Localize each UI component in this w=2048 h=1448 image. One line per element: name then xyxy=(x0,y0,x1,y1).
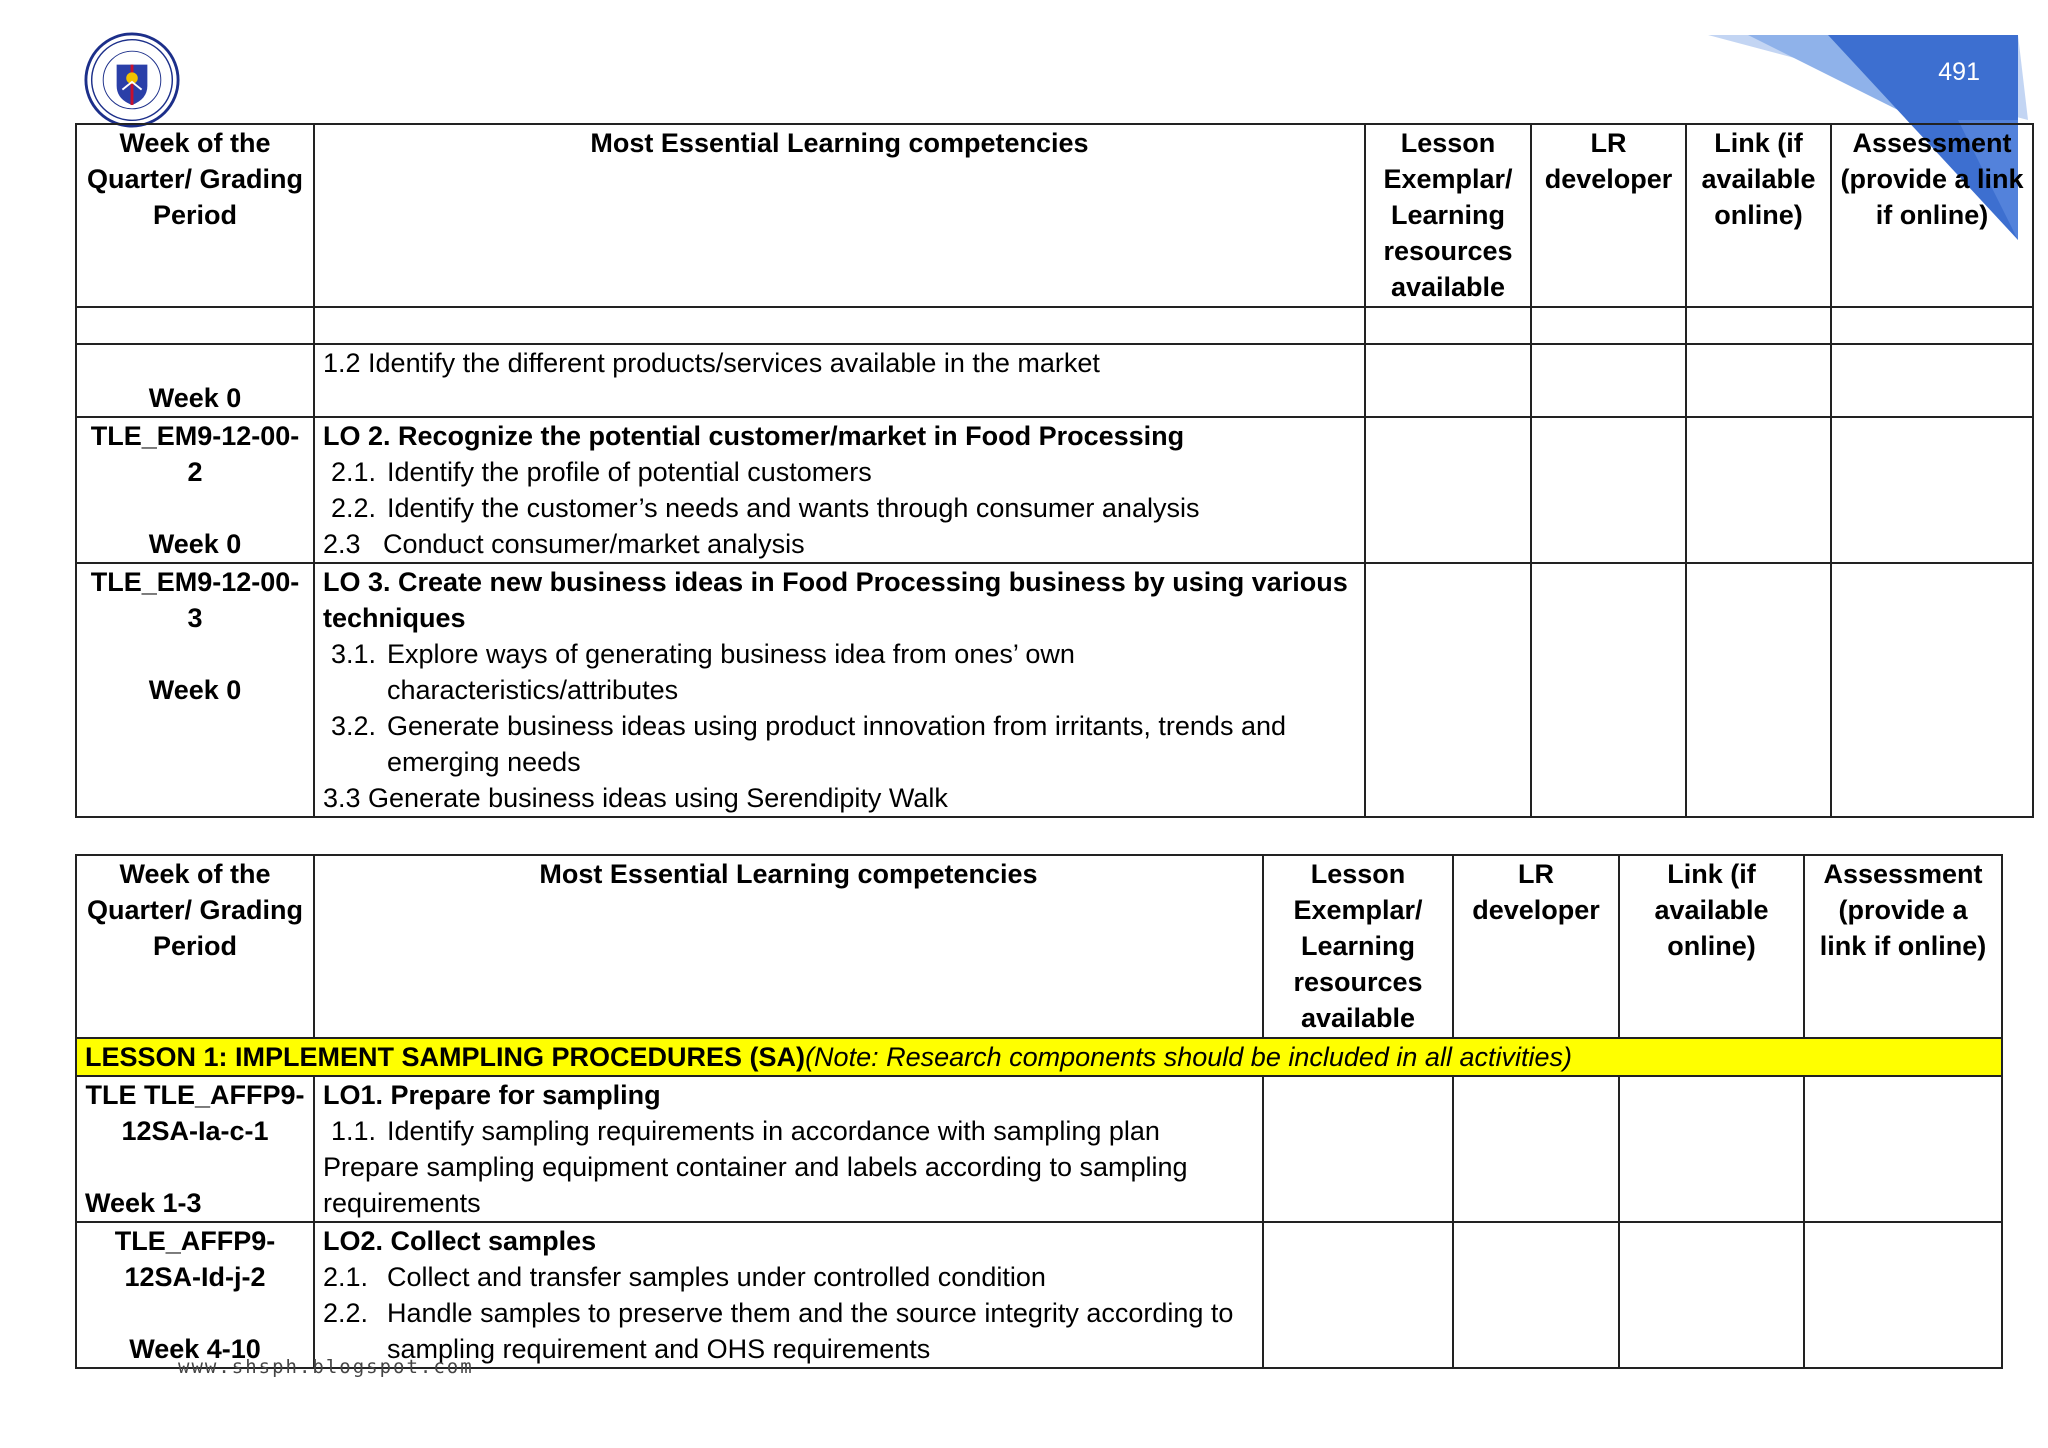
header-link: Link (if available online) xyxy=(1619,855,1804,1038)
item-text: Identify sampling requirements in accordance with sampling plan xyxy=(387,1116,1160,1146)
competencies-table-1 xyxy=(75,123,2034,818)
item-text: Explore ways of generating business idea from ones’ own characteristics/attributes xyxy=(387,639,1075,705)
item-number: 2.1. xyxy=(323,1262,369,1292)
header-competencies: Most Essential Learning competencies xyxy=(314,855,1263,1038)
competency-text: 1.2 Identify the different products/services available in the market xyxy=(314,344,1365,417)
header-week: Week of the Quarter/ Grading Period xyxy=(76,124,314,307)
competency-cell xyxy=(314,1076,1263,1222)
week-label: Week 4-10 xyxy=(129,1334,261,1364)
week-label: Week 0 xyxy=(148,675,242,705)
item-text: Identify the profile of potential customers xyxy=(387,457,872,487)
competency-text: Prepare sampling equipment container and labels according to sampling requirements xyxy=(323,1152,1188,1218)
competency-item xyxy=(323,1113,1254,1149)
item-number: 1.1. xyxy=(331,1116,377,1146)
competencies-table-2 xyxy=(75,854,2003,1369)
header-assessment: Assessment (provide a link if online) xyxy=(1831,124,2033,307)
week-cell xyxy=(76,417,314,563)
table-row xyxy=(76,1076,2002,1222)
item-number: 3.2. xyxy=(331,711,377,741)
competency-text: 3.3 Generate business ideas using Serendipity Walk xyxy=(323,783,948,813)
item-text: Collect and transfer samples under controlled condition xyxy=(387,1262,1046,1292)
table-row xyxy=(76,417,2033,563)
competency-cell xyxy=(314,563,1365,817)
competency-item xyxy=(323,454,1356,490)
lesson-row xyxy=(76,1038,2002,1076)
week-label: Week 0 xyxy=(76,344,314,417)
header-week: Week of the Quarter/ Grading Period xyxy=(76,855,314,1038)
competency-cell xyxy=(314,417,1365,563)
item-number: 2.2. xyxy=(331,493,377,523)
competency-cell xyxy=(314,1222,1263,1368)
week-cell xyxy=(76,563,314,817)
competency-item xyxy=(323,708,1356,780)
page-number: 491 xyxy=(1938,58,1980,86)
header-lr-developer: LR developer xyxy=(1453,855,1619,1038)
item-number: 2.1. xyxy=(331,457,377,487)
header-link: Link (if available online) xyxy=(1686,124,1831,307)
table-row xyxy=(76,1222,2002,1368)
competency-code: TLE_AFFP9-12SA-Id-j-2 xyxy=(114,1226,276,1292)
competency-code: TLE_EM9-12-00-2 xyxy=(90,421,300,487)
table-header-row xyxy=(76,124,2033,307)
week-cell xyxy=(76,1076,314,1222)
competency-code: TLE_EM9-12-00-3 xyxy=(90,567,300,633)
table-row xyxy=(76,563,2033,817)
learning-outcome: LO 3. Create new business ideas in Food Processing business by using various techniques xyxy=(323,567,1348,633)
competency-code: TLE TLE_AFFP9-12SA-Ia-c-1 xyxy=(85,1080,305,1146)
week-cell xyxy=(76,1222,314,1368)
table-row-empty xyxy=(76,307,2033,344)
competency-item xyxy=(323,526,1356,562)
week-label: Week 0 xyxy=(148,529,242,559)
item-number: 2.3 xyxy=(323,529,361,559)
table-row xyxy=(76,344,2033,417)
header-lesson-exemplar: Lesson Exemplar/ Learning resources available xyxy=(1263,855,1453,1038)
header-assessment: Assessment (provide a link if online) xyxy=(1804,855,2002,1038)
competency-item xyxy=(323,1259,1254,1295)
item-text: Generate business ideas using product innovation from irritants, trends and emerging needs xyxy=(387,711,1287,777)
lesson-note: (Note: Research components should be included in all activities) xyxy=(805,1042,1572,1072)
header-lr-developer: LR developer xyxy=(1531,124,1686,307)
table-header-row xyxy=(76,855,2002,1038)
item-number: 3.1. xyxy=(331,639,377,669)
lesson-title-cell xyxy=(76,1038,2002,1076)
item-number: 2.2. xyxy=(323,1298,369,1328)
deped-seal-logo xyxy=(84,32,180,128)
learning-outcome: LO2. Collect samples xyxy=(323,1226,597,1256)
item-text: Identify the customer’s needs and wants through consumer analysis xyxy=(387,493,1200,523)
header-lesson-exemplar: Lesson Exemplar/ Learning resources available xyxy=(1365,124,1531,307)
competency-item xyxy=(323,490,1356,526)
week-label: Week 1-3 xyxy=(85,1188,202,1218)
item-text: Conduct consumer/market analysis xyxy=(383,529,805,559)
lesson-title: LESSON 1: IMPLEMENT SAMPLING PROCEDURES (SA) xyxy=(85,1042,806,1072)
header-competencies: Most Essential Learning competencies xyxy=(314,124,1365,307)
learning-outcome: LO1. Prepare for sampling xyxy=(323,1080,661,1110)
item-text: Handle samples to preserve them and the source integrity according to sampling requirement and OHS requirements xyxy=(387,1298,1234,1364)
learning-outcome: LO 2. Recognize the potential customer/market in Food Processing xyxy=(323,421,1185,451)
competency-item xyxy=(323,636,1356,708)
footer-url: www.shsph.blogspot.com xyxy=(178,1356,474,1378)
